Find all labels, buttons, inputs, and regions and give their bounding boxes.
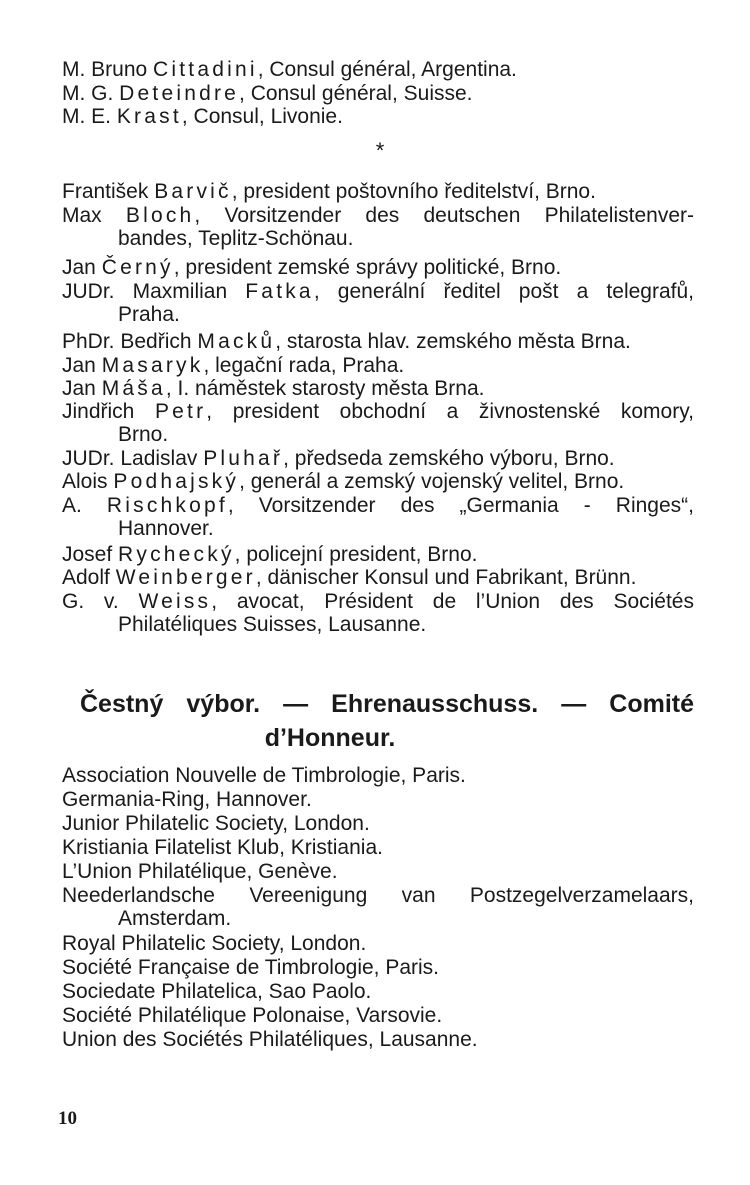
entry-prefix: A. <box>62 494 107 517</box>
entry-prefix: Alois <box>62 470 114 493</box>
entry-name: Rychecký <box>118 543 235 566</box>
entry-text: Neederlandsche Vereenigung van Postzegelverzamelaars, <box>62 884 694 907</box>
entry-continuation: bandes, Teplitz-Schönau. <box>118 227 354 250</box>
entry-name: Podhajský <box>113 470 240 493</box>
entry-prefix: G. v. <box>62 590 139 613</box>
member-entry <box>62 354 694 377</box>
committee-entry: Union des Sociétés Philatéliques, Lausanne. <box>62 1028 478 1051</box>
entry-name: Petr <box>154 400 207 423</box>
entry-description: , Consul général, Argentina. <box>257 58 517 81</box>
entry-prefix: František <box>62 180 155 203</box>
member-entry <box>62 377 694 400</box>
committee-entry: L’Union Philatélique, Genève. <box>62 860 338 883</box>
entry-name: Máša <box>101 377 166 400</box>
entry-description: , avocat, Président de l’Union des Sociétés <box>211 590 694 613</box>
member-entry <box>62 494 694 540</box>
entry-name: Weinberger <box>115 566 256 589</box>
consul-entry <box>62 58 694 81</box>
committee-entry: Kristiania Filatelist Klub, Kristiania. <box>62 836 383 859</box>
entry-prefix: M. E. <box>62 105 117 128</box>
member-entry <box>62 470 694 493</box>
committee-entry: Association Nouvelle de Timbrologie, Paris. <box>62 764 466 787</box>
entry-name: Cittadini <box>153 58 258 81</box>
committee-entry: Germania-Ring, Hannover. <box>62 788 312 811</box>
consul-entry <box>62 82 694 105</box>
member-entry <box>62 543 694 566</box>
entry-description: , president zemské správy politické, Brno. <box>173 256 562 279</box>
section-heading: Čestný výbor. — Ehrenausschuss. — Comité <box>80 690 694 718</box>
entry-prefix: M. Bruno <box>62 58 154 81</box>
committee-entry: Société Philatélique Polonaise, Varsovie. <box>62 1004 443 1027</box>
member-entry <box>62 256 694 279</box>
entry-description: , Vorsitzender des deutschen Philatelistenver- <box>194 204 694 227</box>
member-entry <box>62 180 694 203</box>
committee-entry: Royal Philatelic Society, London. <box>62 932 367 955</box>
entry-name: Deteindre <box>119 82 240 105</box>
entry-continuation: Hannover. <box>118 517 214 540</box>
entry-prefix: Jan <box>62 354 102 377</box>
entry-continuation: Brno. <box>118 423 169 446</box>
entry-continuation: Praha. <box>118 303 180 326</box>
entry-prefix: Max <box>62 204 126 227</box>
entry-prefix: JUDr. Maxmilian <box>62 280 246 303</box>
entry-name: Barvič <box>154 180 232 203</box>
entry-prefix: Jan <box>62 377 102 400</box>
entry-description: , generální ředitel pošt a telegrafů, <box>313 280 694 303</box>
entry-prefix: JUDr. Ladislav <box>62 447 204 470</box>
entry-name: Krast <box>116 105 182 128</box>
entry-name: Černý <box>101 256 174 279</box>
entry-name: Bloch <box>125 204 195 227</box>
entry-prefix: Adolf <box>62 566 116 589</box>
entry-prefix: M. G. <box>62 82 120 105</box>
entry-continuation: Philatéliques Suisses, Lausanne. <box>118 613 427 636</box>
consul-entry <box>62 105 694 128</box>
section-separator: * <box>375 138 385 163</box>
entry-description: , starosta hlav. zemského města Brna. <box>275 330 631 353</box>
page-number: 10 <box>58 1108 77 1129</box>
entry-description: , policejní president, Brno. <box>234 543 478 566</box>
entry-description: , Vorsitzender des „Germania - Ringes“, <box>227 494 694 517</box>
entry-description: , president obchodní a živnostenské komory, <box>206 400 694 423</box>
entry-prefix: Josef <box>62 543 119 566</box>
member-entry <box>62 447 694 470</box>
member-entry <box>62 330 694 353</box>
entry-description: , dänischer Konsul und Fabrikant, Brünn. <box>255 566 637 589</box>
committee-entry <box>62 884 694 930</box>
entry-continuation: Amsterdam. <box>118 907 232 930</box>
entry-prefix: Jindřich <box>62 400 155 423</box>
section-heading-continuation: d’Honneur. <box>264 724 396 752</box>
entry-description: , generál a zemský vojenský velitel, Brno. <box>239 470 625 493</box>
member-entry <box>62 280 694 326</box>
entry-description: , předseda zemského výboru, Brno. <box>283 447 615 470</box>
entry-name: Weiss <box>138 590 212 613</box>
entry-name: Rischkopf <box>106 494 228 517</box>
member-entry <box>62 204 694 250</box>
entry-description: , I. náměstek starosty města Brna. <box>165 377 485 400</box>
entry-name: Masaryk <box>101 354 204 377</box>
member-entry <box>62 566 694 589</box>
entry-description: , Consul général, Suisse. <box>239 82 473 105</box>
committee-entry: Junior Philatelic Society, London. <box>62 812 370 835</box>
entry-description: , president poštovního ředitelství, Brno. <box>231 180 596 203</box>
entry-prefix: PhDr. Bedřich <box>62 330 198 353</box>
entry-description: , legační rada, Praha. <box>203 354 405 377</box>
entry-name: Macků <box>197 330 276 353</box>
committee-entry: Sociedate Philatelica, Sao Paolo. <box>62 980 372 1003</box>
member-entry <box>62 400 694 446</box>
committee-entry: Société Française de Timbrologie, Paris. <box>62 956 440 979</box>
entry-name: Fatka <box>245 280 314 303</box>
member-entry <box>62 590 694 636</box>
entry-name: Pluhař <box>203 447 284 470</box>
entry-description: , Consul, Livonie. <box>181 105 343 128</box>
entry-prefix: Jan <box>62 256 102 279</box>
